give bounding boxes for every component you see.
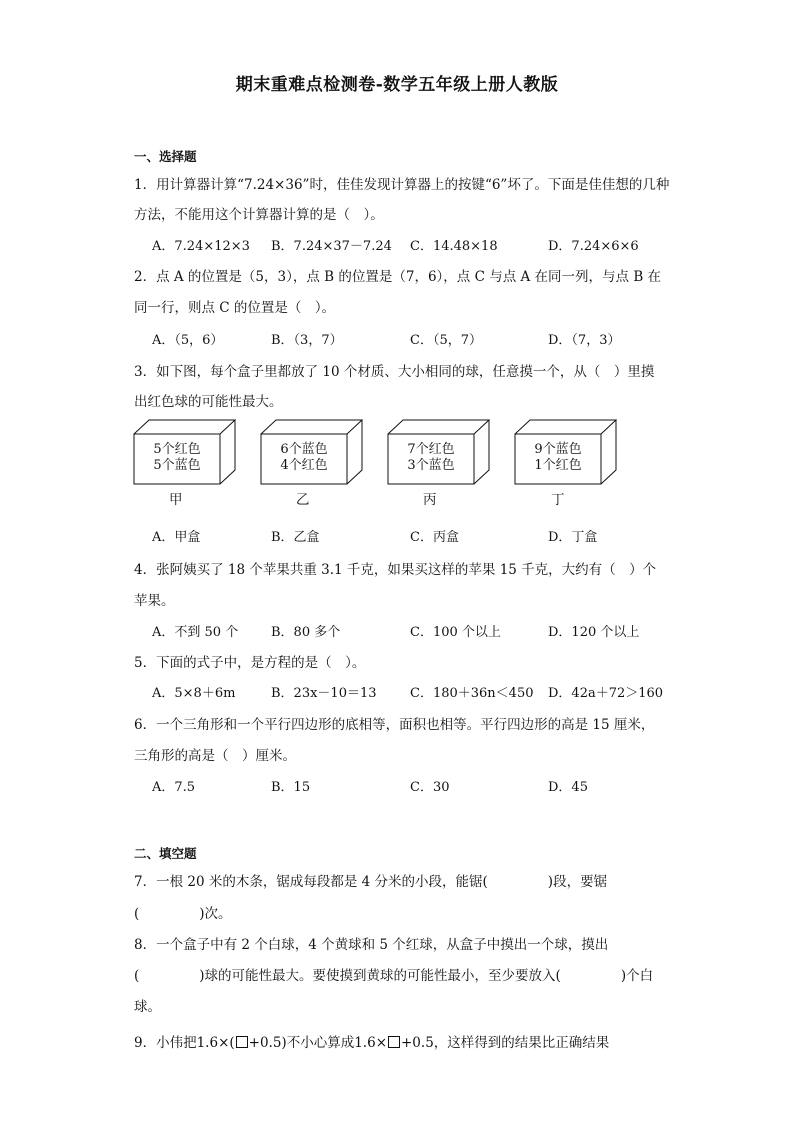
q2-option-c[interactable]: C．（5，7） [410, 333, 482, 348]
q2-text-line2: 同一行，则点 C 的位置是（ ）。 [134, 300, 336, 316]
q7-text-b: )段，要锯 [547, 874, 608, 890]
box-yi-line2: 4个红色 [280, 458, 328, 473]
box-bing [387, 419, 491, 485]
q6-option-a[interactable]: A．7.5 [152, 780, 196, 795]
q6-text-line2: 三角形的高是（ ）厘米。 [134, 748, 296, 764]
q3-text-line1: 3．如下图，每个盒子里都放了 10 个材质、大小相同的球，任意摸一个，从（ ）里摸 [134, 364, 655, 380]
box-ding-line2: 1个红色 [534, 458, 582, 473]
q1-text-line1: 1．用计算器计算“7.24×36”时，佳佳发现计算器上的按键“6”坏了。下面是佳佳想的几种 [134, 177, 670, 193]
q2-options [152, 329, 772, 349]
q9-expr2-start: 1.6× [354, 1035, 387, 1051]
q3-text-line2: 出红色球的可能性最大。 [134, 394, 283, 410]
q8-text-b: ( [134, 968, 140, 984]
box-bing-line1: 7个红色 [407, 442, 455, 457]
q4-option-d[interactable]: D．120 个以上 [548, 625, 640, 640]
q1-options [152, 235, 772, 255]
q5-option-d[interactable]: D．42a＋72＞160 [548, 686, 664, 701]
box-bing-line2: 3个蓝色 [407, 458, 455, 473]
q9-middle: 不小心算成 [286, 1035, 355, 1051]
box-yi [260, 419, 364, 485]
q6-option-d[interactable]: D．45 [548, 780, 588, 795]
box-ding-label: 丁 [551, 492, 565, 508]
q1-option-b[interactable]: B．7.24×37－7.24 [271, 239, 392, 254]
q4-option-c[interactable]: C．100 个以上 [410, 625, 501, 640]
q3-option-a[interactable]: A．甲盒 [152, 530, 201, 545]
q3-option-d[interactable]: D．丁盒 [548, 530, 598, 545]
q1-text-line2: 方法，不能用这个计算器计算的是（ ）。 [134, 207, 384, 223]
q8-text-line3: 球。 [134, 999, 161, 1015]
box-yi-line1: 6个蓝色 [280, 442, 328, 457]
box-jia-line1: 5个红色 [153, 442, 201, 457]
q3-option-c[interactable]: C．丙盒 [410, 530, 459, 545]
q6-option-b[interactable]: B．15 [271, 780, 311, 795]
q9-expr1-end: +0.5) [248, 1035, 287, 1051]
q4-text-line1: 4．张阿姨买了 18 个苹果共重 3.1 千克，如果买这样的苹果 15 千克，大约有（ ）个 [134, 562, 657, 578]
box-ding [514, 419, 618, 485]
box-bing-label: 丙 [423, 492, 437, 508]
q4-option-b[interactable]: B．80 多个 [271, 625, 341, 640]
q6-text-line1: 6．一个三角形和一个平行四边形的底相等，面积也相等。平行四边形的高是 15 厘米， [134, 717, 655, 733]
box-jia [133, 419, 237, 485]
q5-option-c[interactable]: C．180＋36n＜450 [410, 686, 534, 701]
q2-option-b[interactable]: B．（3，7） [271, 333, 343, 348]
q1-option-a[interactable]: A．7.24×12×3 [152, 239, 250, 254]
q5-option-a[interactable]: A．5×8＋6m [152, 686, 236, 701]
q2-option-a[interactable]: A．（5，6） [152, 333, 224, 348]
box-yi-label: 乙 [296, 492, 310, 508]
q3-options [152, 526, 772, 546]
q2-option-d[interactable]: D．（7，3） [548, 333, 621, 348]
q8-text-line1: 8．一个盒子中有 2 个白球，4 个黄球和 5 个红球，从盒子中摸出一个球，摸出 [134, 937, 609, 953]
q9-suffix: ，这样得到的结果比正确结果 [433, 1035, 610, 1051]
q7-text-d: )次。 [199, 906, 232, 922]
q5-options [152, 682, 772, 702]
q1-option-c[interactable]: C．14.48×18 [410, 239, 498, 254]
square-placeholder-icon [236, 1036, 248, 1048]
section-heading-choice: 一、选择题 [134, 149, 197, 164]
q9-prefix: 9．小伟把 [134, 1035, 197, 1051]
q7-text-line2 [134, 902, 232, 922]
box-jia-line2: 5个蓝色 [153, 458, 201, 473]
q5-text-line1: 5．下面的式子中，是方程的是（ ）。 [134, 655, 366, 671]
q7-text-a: 7．一根 20 米的木条，锯成每段都是 4 分米的小段，能锯( [134, 874, 488, 890]
box-ding-line1: 9个蓝色 [534, 442, 582, 457]
q9-expr2-end: +0.5 [401, 1035, 434, 1051]
q4-options [152, 621, 772, 641]
q8-text-c: )球的可能性最大。要使摸到黄球的可能性最小，至少要放入( [199, 968, 561, 984]
q1-option-d[interactable]: D．7.24×6×6 [548, 239, 639, 254]
q9-text-line1 [134, 1031, 609, 1051]
square-placeholder-icon [388, 1036, 400, 1048]
page-title: 期末重难点检测卷-数学五年级上册人教版 [235, 75, 559, 95]
q8-text-d: )个白 [620, 968, 654, 984]
q2-text-line1: 2．点 A 的位置是（5，3），点 B 的位置是（7，6），点 C 与点 A 在同一列，与点 B 在 [134, 269, 662, 285]
q7-text-c: ( [134, 906, 140, 922]
section-heading-fill: 二、填空题 [134, 846, 197, 861]
q4-option-a[interactable]: A．不到 50 个 [152, 625, 239, 640]
q6-options [152, 776, 772, 796]
q9-expr1-start: 1.6×( [196, 1035, 235, 1051]
q6-option-c[interactable]: C．30 [410, 780, 450, 795]
q8-text-line2 [134, 964, 653, 984]
q7-text-line1 [134, 870, 607, 890]
q5-option-b[interactable]: B．23x－10＝13 [271, 686, 377, 701]
q4-text-line2: 苹果。 [134, 593, 175, 609]
q3-option-b[interactable]: B．乙盒 [271, 530, 320, 545]
box-jia-label: 甲 [169, 492, 183, 508]
